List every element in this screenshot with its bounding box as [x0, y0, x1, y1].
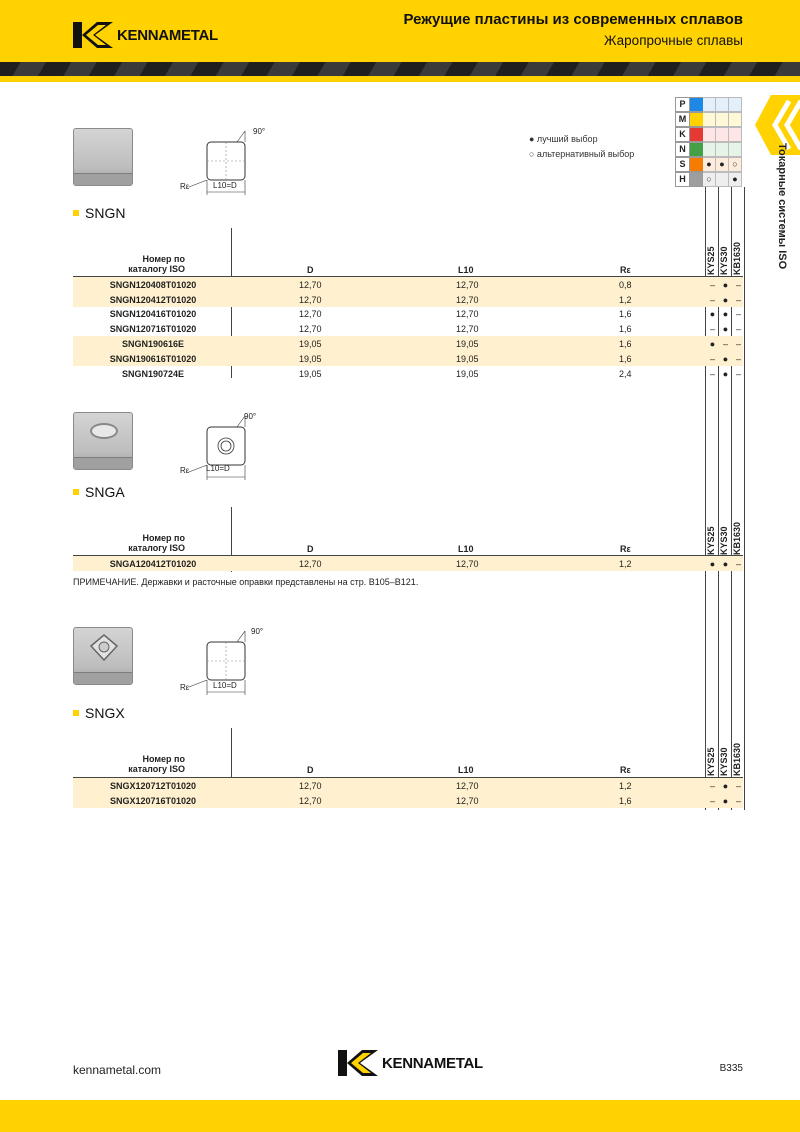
- legend: [529, 132, 634, 162]
- note-text: ПРИМЕЧАНИЕ. Державки и расточные оправки представлены на стр. B105–B121.: [73, 577, 419, 587]
- iso-mark: [729, 97, 742, 112]
- drawing-length-label: L10=D: [213, 181, 237, 190]
- table-row: SNGN190616E 19,05 19,05 1,6 ● – –: [73, 336, 743, 351]
- col-d: D: [307, 765, 314, 775]
- drawing-angle-label: 90°: [253, 127, 266, 136]
- section-name: SNGA: [85, 484, 125, 500]
- col-re: Rε: [620, 544, 631, 554]
- table-row: SNGX120712T01020 12,70 12,70 1,2 – ● –: [73, 778, 743, 793]
- iso-row-h: [675, 172, 742, 187]
- iso-mark: ●: [703, 157, 716, 172]
- section-title-snga: [73, 484, 125, 500]
- iso-color-swatch: [690, 97, 703, 112]
- iso-mark: [716, 97, 729, 112]
- insert-photo-sngx: [73, 627, 133, 685]
- brand-name: KENNAMETAL: [117, 26, 218, 44]
- drawing-radius-label: Rε: [180, 182, 190, 191]
- iso-mark: [729, 127, 742, 142]
- section-name: SNGN: [85, 205, 126, 221]
- table-row: SNGX120716T01020 12,70 12,70 1,6 – ● –: [73, 793, 743, 808]
- iso-letter: M: [675, 112, 690, 127]
- iso-mark: [716, 112, 729, 127]
- footer-brand-logo: [338, 1050, 483, 1076]
- iso-mark: ●: [716, 157, 729, 172]
- section-title-sngx: [73, 705, 125, 721]
- legend-alternative: ○ альтернативный выбор: [529, 149, 635, 159]
- iso-letter: K: [675, 127, 690, 142]
- iso-mark: [729, 142, 742, 157]
- insert-photo-snga: [73, 412, 133, 470]
- iso-row-k: [675, 127, 742, 142]
- col-d: D: [307, 544, 314, 554]
- iso-mark: [703, 127, 716, 142]
- table-row: SNGN120412T01020 12,70 12,70 1,2 – ● –: [73, 292, 743, 307]
- section-name: SNGX: [85, 705, 125, 721]
- drawing-angle-label: 90°: [244, 412, 257, 421]
- iso-color-swatch: [690, 172, 703, 187]
- iso-row-n: [675, 142, 742, 157]
- header-stripe-yellow: [0, 76, 800, 82]
- page-title: Режущие пластины из современных сплавов: [403, 11, 743, 28]
- iso-mark: [716, 127, 729, 142]
- table-row: SNGN120416T01020 12,70 12,70 1,6 ● ● –: [109, 308, 741, 319]
- col-re: Rε: [620, 765, 631, 775]
- col-catalog: Номер по каталогу ISO: [128, 533, 185, 553]
- iso-letter: N: [675, 142, 690, 157]
- drawing-angle-label: 90°: [251, 627, 264, 636]
- col-catalog: Номер по каталогу ISO: [128, 254, 185, 274]
- drawing-radius-label: Rε: [180, 683, 190, 692]
- section-tab-chevron-icon: [745, 95, 800, 155]
- grade-header-kb1630: KB1630: [732, 241, 742, 275]
- iso-mark: ○: [703, 172, 716, 187]
- iso-color-swatch: [690, 112, 703, 127]
- grade-header-kb1630: KB1630: [732, 521, 742, 555]
- col-l10: L10: [458, 765, 474, 775]
- header-stripe: [0, 62, 800, 76]
- grade-header-kys25: KYS25: [706, 526, 716, 555]
- footer-url[interactable]: kennametal.com: [73, 1063, 162, 1077]
- iso-mark: [703, 112, 716, 127]
- kennametal-k-icon: [73, 22, 113, 48]
- drawing-length-label: L10=D: [206, 464, 230, 473]
- legend-best: ● лучший выбор: [529, 134, 598, 144]
- iso-row-s: [675, 157, 742, 172]
- col-catalog: Номер по каталогу ISO: [128, 754, 185, 774]
- grade-header-kys25: KYS25: [706, 747, 716, 776]
- brand-name: KENNAMETAL: [382, 1054, 483, 1072]
- drawing-radius-label: Rε: [180, 466, 190, 475]
- footer-bar: [0, 1100, 800, 1132]
- page-subtitle: Жаропрочные сплавы: [604, 33, 743, 48]
- brand-logo: [73, 22, 218, 48]
- grade-header-kys30: KYS30: [719, 246, 729, 275]
- col-l10: L10: [458, 265, 474, 275]
- iso-mark: ●: [729, 172, 742, 187]
- drawing-length-label: L10=D: [213, 681, 237, 690]
- iso-color-swatch: [690, 127, 703, 142]
- insert-photo-sngn: [73, 128, 133, 186]
- iso-mark: [729, 112, 742, 127]
- yellow-square-icon: [73, 210, 79, 216]
- table-row: SNGA120412T01020 12,70 12,70 1,2 ● ● –: [73, 556, 743, 571]
- table-row: SNGN120408T01020 12,70 12,70 0,8 – ● –: [73, 277, 743, 292]
- iso-mark: [716, 142, 729, 157]
- iso-letter: P: [675, 97, 690, 112]
- page-number: B335: [719, 1063, 743, 1074]
- iso-mark: [716, 172, 729, 187]
- iso-letter: H: [675, 172, 690, 187]
- col-l10: L10: [458, 544, 474, 554]
- yellow-square-icon: [73, 710, 79, 716]
- side-section-label: Токарные системы ISO: [776, 143, 788, 270]
- iso-row-m: [675, 112, 742, 127]
- grade-header-kys25: KYS25: [706, 246, 716, 275]
- iso-mark: [703, 142, 716, 157]
- iso-letter: S: [675, 157, 690, 172]
- kennametal-k-icon: [338, 1050, 378, 1076]
- col-re: Rε: [620, 265, 631, 275]
- iso-material-groups: [675, 97, 742, 187]
- iso-mark: [703, 97, 716, 112]
- grade-header-kb1630: KB1630: [732, 742, 742, 776]
- table-row: SNGN120716T01020 12,70 12,70 1,6 – ● –: [109, 323, 741, 334]
- iso-color-swatch: [690, 157, 703, 172]
- iso-mark: ○: [729, 157, 742, 172]
- iso-color-swatch: [690, 142, 703, 157]
- table-row: SNGN190616T01020 19,05 19,05 1,6 – ● –: [73, 351, 743, 366]
- table-row: SNGN190724E 19,05 19,05 2,4 – ● –: [121, 368, 741, 379]
- iso-row-p: [675, 97, 742, 112]
- yellow-square-icon: [73, 489, 79, 495]
- grade-header-kys30: KYS30: [719, 526, 729, 555]
- section-title-sngn: [73, 205, 125, 221]
- col-d: D: [307, 265, 314, 275]
- grade-header-kys30: KYS30: [719, 747, 729, 776]
